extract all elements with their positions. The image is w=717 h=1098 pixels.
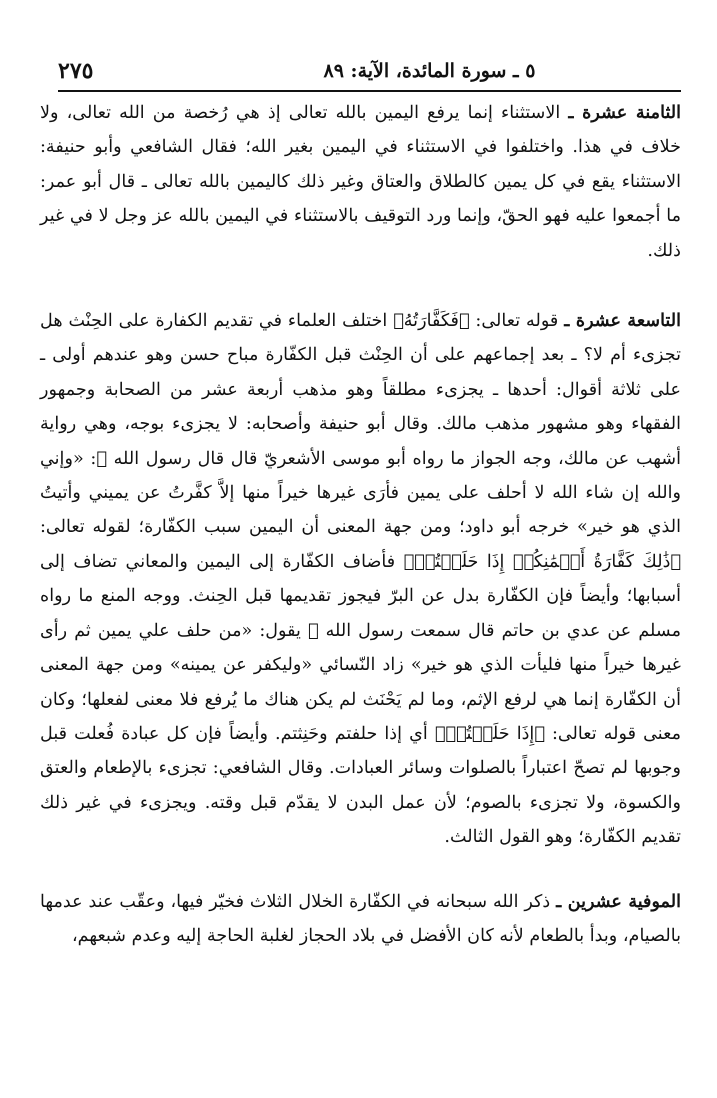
paragraph-19	[40, 304, 681, 855]
paragraph-text: ذكر الله سبحانه في الكفّارة الخلال الثلاث فخيّر فيها، وعقّب عند عدمها بالصيام، وبدأ بالطعام لأنه كان الأفضل في بلاد الحجاز لغلبة الحاجة إليه وعدم شبعهم،	[40, 891, 681, 946]
paragraph-20	[40, 885, 681, 954]
page-body	[40, 96, 681, 953]
paragraph-text: الاستثناء إنما يرفع اليمين بالله تعالى إذ هي رُخصة من الله تعالى، ولا خلاف في هذا. واختلفوا في الاستثناء في اليمين بغير الله؛ فقال الشافعي وأبو حنيفة: الاستثناء يقع في كل يمين كالطلاق والعتاق وغير ذلك كاليمين بالله تعالى ـ قال أبو عمر: ما أجمعوا عليه فهو الحقّ، وإنما ورد التوقيف بالاستثناء في اليمين بالله عز وجل لا في غير ذلك.	[40, 103, 681, 261]
page-number: ٢٧٥	[58, 58, 94, 84]
paragraph-18	[40, 96, 681, 268]
paragraph-lead: الثامنة عشرة ـ	[568, 102, 682, 123]
paragraph-lead: التاسعة عشرة ـ	[564, 310, 681, 332]
paragraph-text: قوله تعالى: ﴿فَكَفَّارَتُهُ﴾ اختلف العلماء في تقديم الكفارة على الحِنْث هل تجزىء أم لا؟ ـ بعد إجماعهم على أن الحِنْث قبل الكفّارة مباح حسن وهو عندهم أولى ـ على ثلاثة أقوال: أحدها ـ يجزىء مطلقاً وهو مذهب أربعة عشر من الصحابة وجمهور الفقهاء وهو مشهور مذهب مالك. وقال أبو حنيفة وأصحابه: لا يجزىء بوجه، وهي رواية أشهب عن مالك، وجه الجواز ما رواه أبو موسى الأشعريّ قال قال رسول الله ﷺ: «وإني والله إن شاء الله لا أحلف على يمين فأرَى غيرها خيراً منها إلاَّ كفَّرتُ عن يميني وأتيتُ الذي هو خير» خرجه أبو داود؛ ومن جهة المعنى أن اليمين سبب الكفّارة؛ لقوله تعالى: ﴿ذَٰلِكَ كَفَّارَةُ أَيۡمَٰنِكُمۡ إِذَا حَلَفۡتُمۡ﴾ فأضاف الكفّارة إلى اليمين والمعاني تضاف إلى أسبابها؛ وأيضاً فإن الكفّارة بدل عن البرّ فيجوز تقديمها قبل الحِنث. ووجه المنع ما رواه مسلم عن عدي بن حاتم قال سمعت رسول الله ﷺ يقول: «من حلف علي يمين ثم رأى غيرها خيراً منها فليأت الذي هو خير» زاد النّسائي «وليكفر عن يمينه» ومن جهة المعنى أن الكفّارة إنما هي لرفع الإثم، وما لم يَحْنَث لم يكن هناك ما يُرفع فلا معنى لفعلها؛ وكان معنى قوله تعالى: ﴿إِذَا حَلَفۡتُمۡ﴾ أي إذا حلفتم وحَنِثتم. وأيضاً فإن كل عبادة فُعلت قبل وجوبها لم تصحّ اعتباراً بالصلوات وسائر العبادات. وقال الشافعي: تجزىء بالإطعام والعتق والكسوة، ولا تجزىء بالصوم؛ لأن عمل البدن لا يقدّم قبل وقته. ويجزىء في غير ذلك تقديم الكفّارة؛ وهو القول الثالث.	[40, 311, 681, 848]
running-head: ٥ ـ سورة المائدة، الآية: ٨٩	[323, 60, 536, 82]
paragraph-lead: الموفية عشرين ـ	[556, 890, 681, 912]
page-header	[58, 56, 681, 92]
